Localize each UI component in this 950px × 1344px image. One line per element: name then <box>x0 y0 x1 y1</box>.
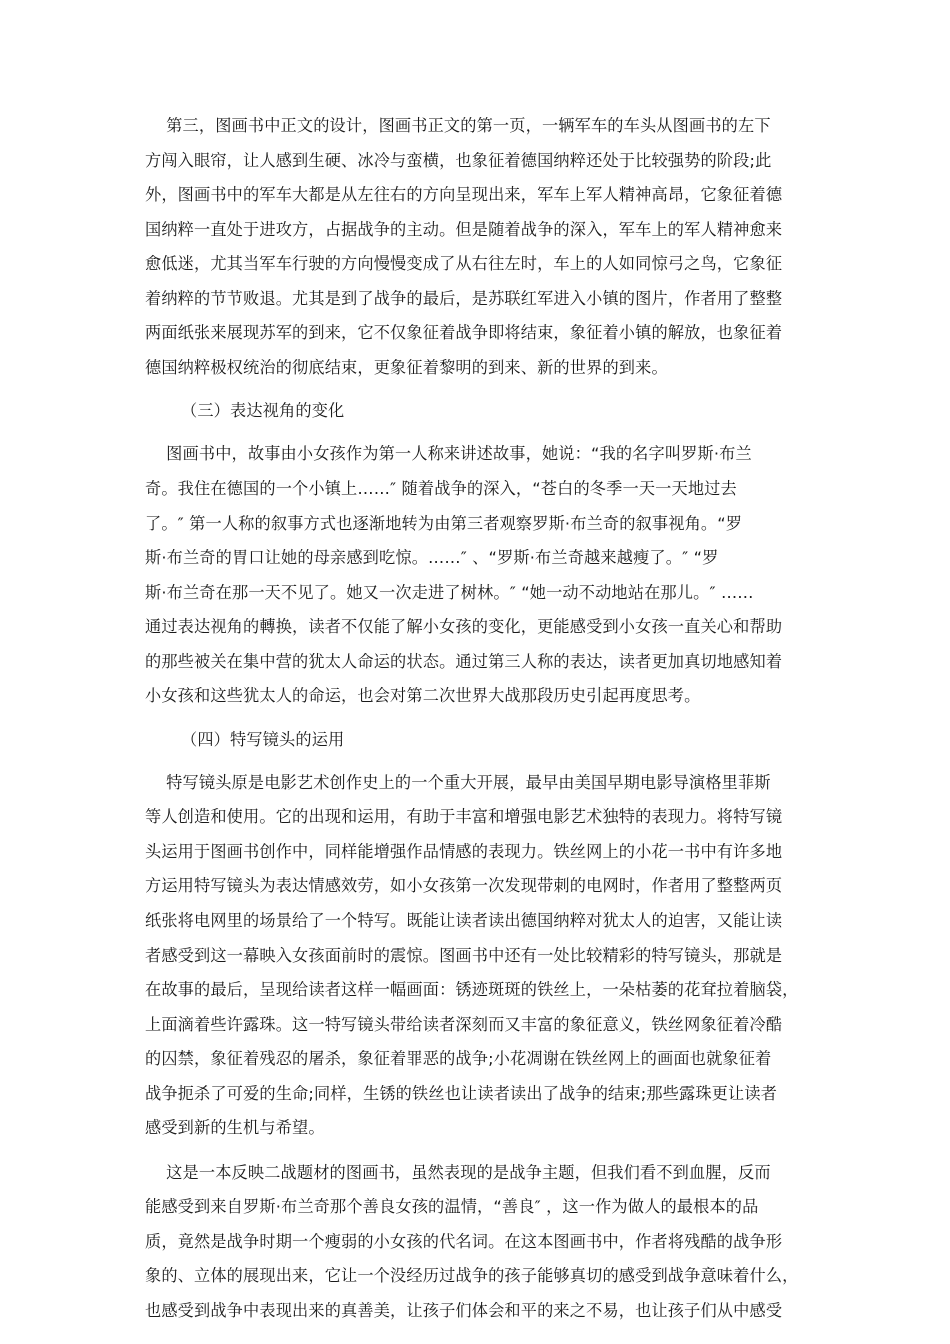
text-line: 了。″ 第一人称的叙事方式也逐渐地转为由第三者观察罗斯·布兰奇的叙事视角。“罗 <box>145 513 743 533</box>
text-line: 斯·布兰奇在那一天不见了。她又一次走进了树林。″ “她一动不动地站在那儿。″ …… <box>145 582 754 602</box>
text-line: 这是一本反映二战题材的图画书，虽然表现的是战争主题，但我们看不到血腥，反而 <box>145 1162 771 1182</box>
text-line: 国纳粹一直处于进攻方，占据战争的主动。但是随着战争的深入，军车上的军人精神愈来 <box>145 219 783 239</box>
text-line: 德国纳粹极权统治的彻底结束，更象征着黎明的到来、新的世界的到来。 <box>145 358 668 377</box>
text-line: 纸张将电网里的场景给了一个特写。既能让读者读出德国纳粹对犹太人的迫害，又能让读 <box>145 911 783 930</box>
text-line: 图画书中，故事由小女孩作为第一人称来讲述故事，她说：“我的名字叫罗斯·布兰 <box>145 444 752 464</box>
text-line: 战争扼杀了可爱的生命;同样，生锈的铁丝也让读者读出了战争的结束;那些露珠更让读者 <box>145 1083 778 1103</box>
text-line: 愈低迷，尤其当军车行驶的方向慢慢变成了从右往左时，车上的人如同惊弓之鸟，它象征 <box>145 254 783 274</box>
text-line: 的囚禁，象征着残忍的屠杀，象征着罪恶的战争;小花凋谢在铁丝网上的画面也就象征着 <box>145 1049 772 1069</box>
text-line: 能感受到来自罗斯·布兰奇那个善良女孩的温情，“善良″ ，这一作为做人的最根本的品 <box>145 1197 759 1217</box>
text-line: 的那些被关在集中营的犹太人命运的状态。通过第三人称的表达，读者更加真切地感知着 <box>145 651 783 671</box>
text-line: 方运用特写镜头为表达情感效劳，如小女孩第一次发现带刺的电网时，作者用了整整两页 <box>145 876 783 896</box>
text-line: 头运用于图画书创作中，同样能增强作品情感的表现力。铁丝网上的小花一书中有许多地 <box>145 841 783 861</box>
text-line: 方闯入眼帘，让人感到生硬、冰冷与蛮横，也象征着德国纳粹还处于比较强势的阶段;此 <box>145 150 772 170</box>
text-line: 质，竟然是战争时期一个瘦弱的小女孩的代名词。在这本图画书中，作者将残酷的战争形 <box>145 1231 783 1251</box>
text-line: 第三，图画书中正文的设计，图画书正文的第一页，一辆军车的车头从图画书的左下 <box>145 116 771 135</box>
text-line: 者感受到这一幕映入女孩面前时的震惊。图画书中还有一处比较精彩的特写镜头，那就是 <box>145 945 783 965</box>
text-line: 特写镜头原是电影艺术创作史上的一个重大开展，最早由美国早期电影导演格里菲斯 <box>145 772 771 792</box>
text-line: 着纳粹的节节败退。尤其是到了战争的最后，是苏联红军进入小镇的图片，作者用了整整 <box>145 288 783 308</box>
text-line: 也感受到战争中表现出来的真善美，让孩子们体会和平的来之不易，也让孩子们从中感受 <box>145 1300 783 1320</box>
text-line: 两面纸张来展现苏军的到来，它不仅象征着战争即将结束，象征着小镇的解放，也象征着 <box>145 323 783 343</box>
text-line: 感受到新的生机与希望。 <box>145 1118 325 1138</box>
text-line: 斯·布兰奇的胃口让她的母亲感到吃惊。……″ 、“罗斯·布兰奇越来越瘦了。″ “罗 <box>145 548 719 568</box>
text-line: 上面滴着些许露珠。这一特写镜头带给读者深刻而又丰富的象征意义，铁丝网象征着冷酷 <box>145 1014 783 1034</box>
text-line: 通过表达视角的轉换，读者不仅能了解小女孩的变化，更能感受到小女孩一直关心和帮助 <box>145 617 783 637</box>
text-line: 等人创造和使用。它的出现和运用，有助于丰富和增强电影艺术独特的表现力。将特写镜 <box>145 807 783 827</box>
text-line: 奇。我住在德国的一个小镇上……″ 随着战争的深入，“苍白的冬季一天一天地过去 <box>145 478 737 498</box>
text-line: 外，图画书中的军车大都是从左往右的方向呈现出来，军车上军人精神高昂，它象征着德 <box>145 185 783 205</box>
section-heading: （四）特写镜头的运用 <box>181 729 345 749</box>
text-line: 在故事的最后，呈现给读者这样一幅画面：锈迹斑斑的铁丝上，一朵枯萎的花耷拉着脑袋， <box>145 980 799 1000</box>
text-line: 象的、立体的展现出来，它让一个没经历过战争的孩子能够真切的感受到战争意味着什么， <box>145 1266 799 1286</box>
text-line: 小女孩和这些犹太人的命运，也会对第二次世界大战那段历史引起再度思考。 <box>145 686 701 706</box>
section-heading: （三）表达视角的变化 <box>181 401 345 421</box>
